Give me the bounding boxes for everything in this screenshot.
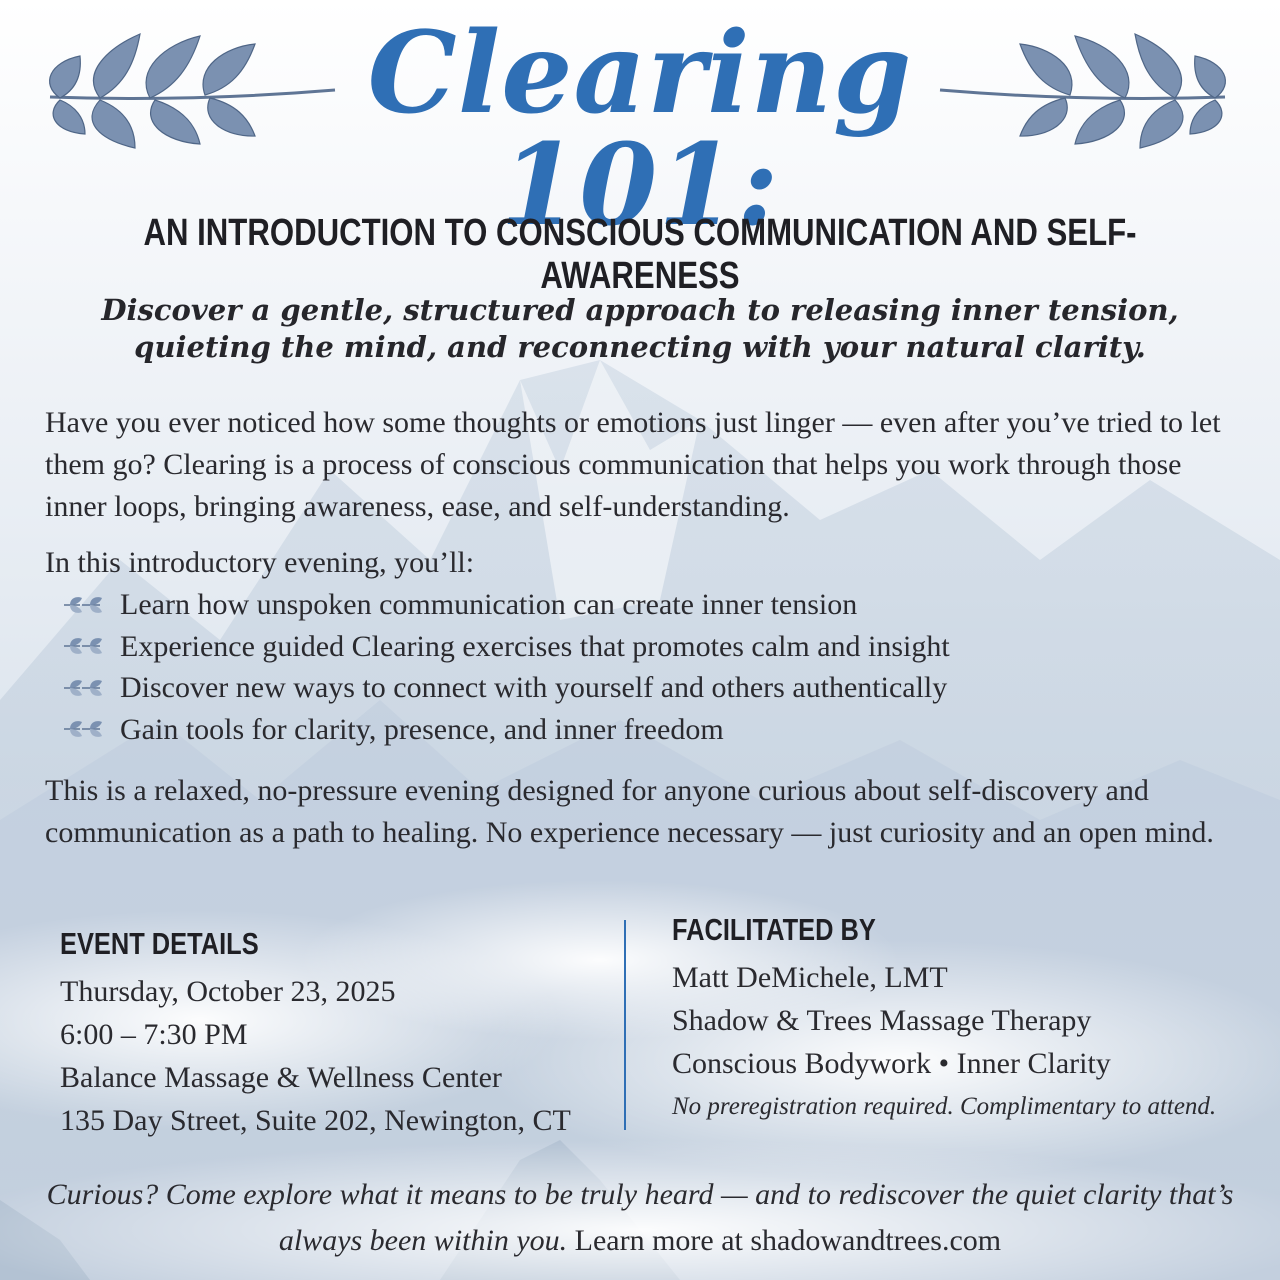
column-divider (624, 920, 626, 1130)
facilitator-block (672, 956, 1216, 1128)
benefits-list (60, 584, 950, 750)
event-date: Thursday, October 23, 2025 (60, 975, 396, 1008)
list-item-text: Discover new ways to connect with yourself and others authentically (120, 671, 948, 704)
event-details-block (60, 970, 571, 1142)
list-item-text: Learn how unspoken communication can create inner tension (120, 588, 858, 621)
list-item (60, 584, 950, 626)
website-link-text[interactable]: Learn more at shadowandtrees.com (567, 1224, 1002, 1257)
tagline: Discover a gentle, structured approach to releasing inner tension, quieting the mind, and reconnecting with your natural clarity. (101, 293, 1179, 364)
double-leaf-bullet-icon (60, 634, 106, 658)
list-item (60, 626, 950, 668)
double-leaf-bullet-icon (60, 676, 106, 700)
closing-italic-text: Curious? Come explore what it means to be truly heard — and to rediscover the quiet clarity that’s always been within you. (46, 1178, 1234, 1257)
leaf-branch-icon (40, 22, 340, 152)
leaf-branch-icon (935, 22, 1235, 152)
list-item-text: Gain tools for clarity, presence, and inner freedom (120, 712, 724, 746)
facilitator-business: Shadow & Trees Massage Therapy (672, 1004, 1092, 1037)
registration-note: No preregistration required. Complimentary to attend. (672, 1093, 1217, 1120)
closing-paragraph: This is a relaxed, no-pressure evening designed for anyone curious about self-discovery and communication as a path to healing. No experience necessary — just curiosity and an open mind. (45, 774, 1214, 849)
event-details-heading: EVENT DETAILS (60, 926, 259, 961)
event-venue: Balance Massage & Wellness Center (60, 1061, 502, 1094)
intro-paragraph: Have you ever noticed how some thoughts or emotions just linger — even after you’ve tried to let them go? Clearing is a process of conscious communication that helps you work through those inner loops, bringing awareness, ease, and self-understanding. (45, 406, 1221, 523)
event-time: 6:00 – 7:30 PM (60, 1018, 248, 1051)
facilitator-specialty: Conscious Bodywork • Inner Clarity (672, 1047, 1111, 1080)
list-item (60, 709, 950, 751)
double-leaf-bullet-icon (60, 717, 106, 741)
list-intro: In this introductory evening, you’ll: (45, 546, 475, 579)
closing-callout (40, 1172, 1240, 1264)
facilitator-name: Matt DeMichele, LMT (672, 961, 948, 994)
event-address: 135 Day Street, Suite 202, Newington, CT (60, 1104, 571, 1137)
page-title: Clearing 101: (367, 8, 913, 251)
facilitator-heading: FACILITATED BY (672, 912, 876, 947)
list-item (60, 667, 950, 709)
page-subtitle: AN INTRODUCTION TO CONSCIOUS COMMUNICATION AND SELF-AWARENESS (143, 212, 1137, 297)
list-item-text: Experience guided Clearing exercises that promotes calm and insight (120, 629, 950, 663)
double-leaf-bullet-icon (60, 593, 106, 617)
